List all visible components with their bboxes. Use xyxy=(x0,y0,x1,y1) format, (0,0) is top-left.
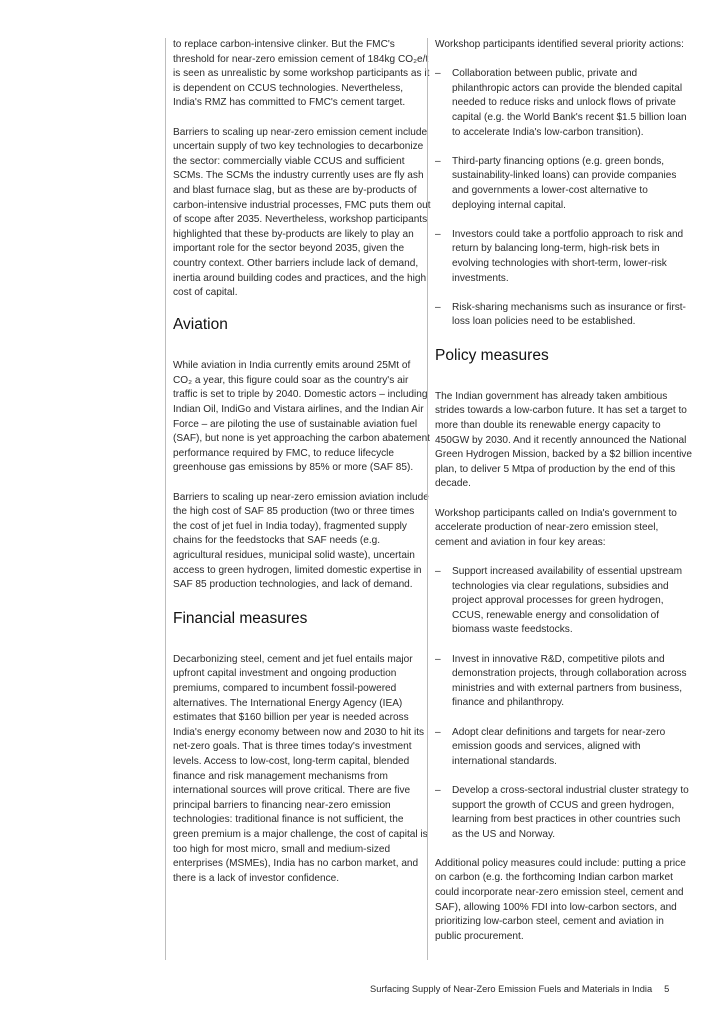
bullet-dash: – xyxy=(435,68,441,80)
bullet-text: Adopt clear definitions and targets for near-zero emission goods and services, aligned with international standards. xyxy=(452,726,666,767)
page-number: 5 xyxy=(664,984,670,994)
body-paragraph: Workshop participants identified several priority actions: xyxy=(435,39,684,50)
bullet-dash: – xyxy=(435,301,441,313)
bullet-item xyxy=(435,228,693,286)
body-paragraph: While aviation in India currently emits around 25Mt of CO₂ a year, this figure could soar as the country's air traffic is set to triple by 2040. Domestic actors – including Indian Oil, IndiGo and Vistara airlines, and the Indian Air Force – are piloting the use of sustainable aviation fuel (SAF), but none is yet approaching the carbon abatement performance required by FMC, to reduce lifecycle greenhouse gas emissions by 85% or more (SAF 85). xyxy=(173,360,430,474)
bullet-text: Collaboration between public, private and philanthropic actors can provide the blended capital needed to reduce risks and unlock flows of private capital (e.g. the World Bank's recent $1.5 billion loan to accelerate India's low-carbon transition). xyxy=(452,68,687,138)
bullet-item xyxy=(435,726,693,770)
body-paragraph: Barriers to scaling up near-zero emission cement include uncertain supply of two key technologies to decarbonize the sector: commercially viable CCUS and sufficient SCMs. The SCMs the industry currently uses are fly ash and blast furnace slag, but as these are by-products of carbon-intensive industrial processes, FMC puts them out of scope after 2035. Nevertheless, workshop participants highlighted that these by-products are likely to play an important role for the sector beyond 2035, given the country context. Other barriers include lack of demand, inertia around building codes and practices, and the high cost of capital. xyxy=(173,126,431,299)
bullet-item xyxy=(435,784,693,842)
heading-aviation: Aviation xyxy=(173,316,228,334)
bullet-dash: – xyxy=(435,653,441,665)
bullet-text: Support increased availability of essential upstream technologies via clear regulations, subsidies and project approval processes for green hydrogen, CCUS, renewable energy and consolidation of biomass waste feedstocks. xyxy=(452,566,683,636)
bullet-item xyxy=(435,301,693,330)
body-paragraph: The Indian government has already taken ambitious strides towards a low-carbon future. It has set a target to more than double its renewable energy capacity to 450GW by 2030. And it recently announced the National Green Hydrogen Mission, backed by a $2 billion incentive plan, to deliver 5 Mtpa of production by the end of this decade. xyxy=(435,390,692,490)
heading-policy-measures: Policy measures xyxy=(435,346,549,364)
bullet-item xyxy=(435,653,693,711)
bullet-dash: – xyxy=(435,228,441,240)
body-paragraph: Barriers to scaling up near-zero emission aviation include the high cost of SAF 85 production (two or three times the cost of jet fuel in India today), fragmented supply chains for the feedstocks that SAF needs (e.g. agricultural residues, municipal solid waste), uncertain access to green hydrogen, limited domestic expertise in SAF 85 production technologies, and lack of demand. xyxy=(173,491,429,591)
bullet-text: Develop a cross-sectoral industrial cluster strategy to support the growth of CCUS and green hydrogen, learning from best practices in other countries such as the US and Norway. xyxy=(452,784,689,840)
right-column xyxy=(427,38,693,960)
body-paragraph: to replace carbon-intensive clinker. But the FMC's threshold for near-zero emission cement of 184kg CO₂e/t is seen as unrealistic by some workshop participants as it is dependent on CCUS technologies. Nevertheless, India's RMZ has committed to FMC's cement target. xyxy=(173,39,430,109)
body-paragraph: Decarbonizing steel, cement and jet fuel entails major upfront capital investment and ongoing production premiums, compared to incumbent fossil-powered alternatives. The International Energy Agency (IEA) estimates that $160 billion per year is needed across India's energy economy between now and 2030 to hit its net-zero goals. That is three times today's investment levels. Access to low-cost, long-term capital, blended finance and risk management mechanisms from international sources will prove critical. There are five principal barriers to financing near-zero emission technologies: traditional finance is not sufficient, the green premium is a major challenge, the cost of capital is too high for most micro, small and medium-sized enterprises (MSMEs), India has no carbon market, and there is a lack of investor confidence. xyxy=(173,653,428,884)
bullet-item xyxy=(435,565,693,638)
bullet-item xyxy=(435,67,693,140)
body-paragraph: Workshop participants called on India's government to accelerate production of near-zero emission steel, cement and aviation in four key areas: xyxy=(435,507,677,548)
bullet-text: Risk-sharing mechanisms such as insurance or first-loss loan policies need to be established. xyxy=(452,301,686,328)
bullet-dash: – xyxy=(435,566,441,577)
bullet-item xyxy=(435,155,693,213)
page-footer xyxy=(370,984,669,994)
bullet-text: Invest in innovative R&D, competitive pilots and demonstration projects, through collaboration across ministries and with external partners from business, finance and philanthropy. xyxy=(452,653,687,709)
bullet-dash: – xyxy=(435,784,441,796)
bullet-dash: – xyxy=(435,155,441,167)
body-paragraph: Additional policy measures could include: putting a price on carbon (e.g. the forthcoming Indian carbon market could incorporate near-zero emission steel, cement and SAF), allowing 100% FDI into low-carbon sectors, and prioritizing low-carbon steel, cement and aviation in public procurement. xyxy=(435,857,686,942)
bullet-text: Third-party financing options (e.g. green bonds, sustainability-linked loans) can provide companies and governments a lower-cost alternative to deploying internal capital. xyxy=(452,155,677,211)
bullet-dash: – xyxy=(435,726,441,738)
footer-title: Surfacing Supply of Near-Zero Emission Fuels and Materials in India xyxy=(370,984,653,994)
heading-financial-measures: Financial measures xyxy=(173,609,308,627)
bullet-text: Investors could take a portfolio approach to risk and return by balancing long-term, high-risk bets in evolving technologies with short-term, lower-risk investments. xyxy=(452,228,684,284)
left-column xyxy=(165,38,431,960)
